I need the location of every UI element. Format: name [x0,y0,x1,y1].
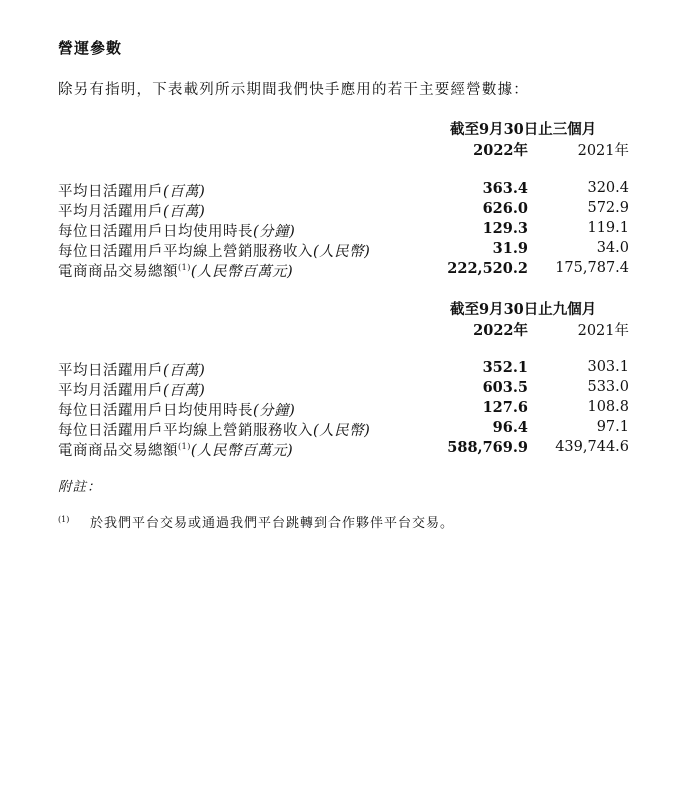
section-title: 營運參數 [58,39,123,57]
table-2-row [58,359,630,379]
row-unit: (人民幣百萬元) [190,264,294,280]
row-unit: (百萬) [163,204,206,220]
value-prior: 97.1 [596,419,629,435]
value-current: 603.5 [482,379,528,396]
value-current: 626.0 [482,200,528,217]
row-label: 平均月活躍用戶(百萬) [58,383,206,399]
table-2-period-header: 截至9月30日止九個月 [450,301,597,318]
value-prior: 439,744.6 [555,439,629,455]
footnote-text: 於我們平台交易或通過我們平台跳轉到合作夥伴平台交易。 [90,516,455,531]
value-prior: 175,787.4 [555,260,629,276]
value-current: 363.4 [482,180,528,197]
row-label: 每位日活躍用戶日均使用時長(分鐘) [58,403,296,419]
value-current: 127.6 [482,399,528,416]
table-1-year-current: 2022年 [473,142,528,159]
value-prior: 303.1 [587,359,629,375]
row-label: 平均日活躍用戶(百萬) [58,184,206,200]
row-unit: (分鐘) [253,224,296,240]
table-2-year-prior: 2021年 [577,323,629,339]
table-2-row [58,439,630,459]
row-unit: (人民幣) [313,244,371,260]
value-current: 588,769.9 [447,439,528,456]
table-1-row [58,240,630,260]
row-label: 電商商品交易總額$^{(1)}$(人民幣百萬元) [58,442,294,459]
table-1-year-prior: 2021年 [577,143,629,159]
row-unit: (百萬) [163,383,206,399]
table-2-year-current: 2022年 [473,322,528,339]
value-prior: 34.0 [596,240,629,256]
table-1-period-header: 截至9月30日止三個月 [450,121,597,138]
value-current: 352.1 [482,359,528,376]
table-2-row [58,379,630,399]
value-prior: 119.1 [587,220,629,236]
row-label: 每位日活躍用戶平均線上營銷服務收入(人民幣) [58,423,371,439]
row-unit: (百萬) [163,363,206,379]
table-1-row [58,260,630,280]
value-current: 31.9 [492,240,528,257]
row-unit: (分鐘) [253,403,296,419]
value-prior: 108.8 [587,399,629,415]
value-prior: 572.9 [587,200,629,216]
notes-heading: 附註： [58,479,102,495]
value-prior: 320.4 [587,180,629,196]
row-unit: (百萬) [163,184,206,200]
intro-paragraph: 除另有指明，下表載列所示期間我們快手應用的若干主要經營數據： [58,82,529,98]
value-prior: 533.0 [587,379,629,395]
value-current: 96.4 [492,419,528,436]
value-current: 129.3 [482,220,528,237]
table-2-row [58,399,630,419]
row-label: 電商商品交易總額$^{(1)}$(人民幣百萬元) [58,263,294,280]
footnote-ref: (1) [178,442,191,451]
table-2-row [58,419,630,439]
row-label: 平均日活躍用戶(百萬) [58,363,206,379]
table-1-row [58,180,630,200]
row-label: 平均月活躍用戶(百萬) [58,204,206,220]
table-1-row [58,220,630,240]
footnote-marker: (1) [58,515,70,524]
footnote-ref: (1) [178,263,191,272]
row-unit: (人民幣百萬元) [190,443,294,459]
row-unit: (人民幣) [313,423,371,439]
row-label: 每位日活躍用戶平均線上營銷服務收入(人民幣) [58,244,371,260]
table-1-row [58,200,630,220]
value-current: 222,520.2 [447,260,528,277]
row-label: 每位日活躍用戶日均使用時長(分鐘) [58,224,296,240]
